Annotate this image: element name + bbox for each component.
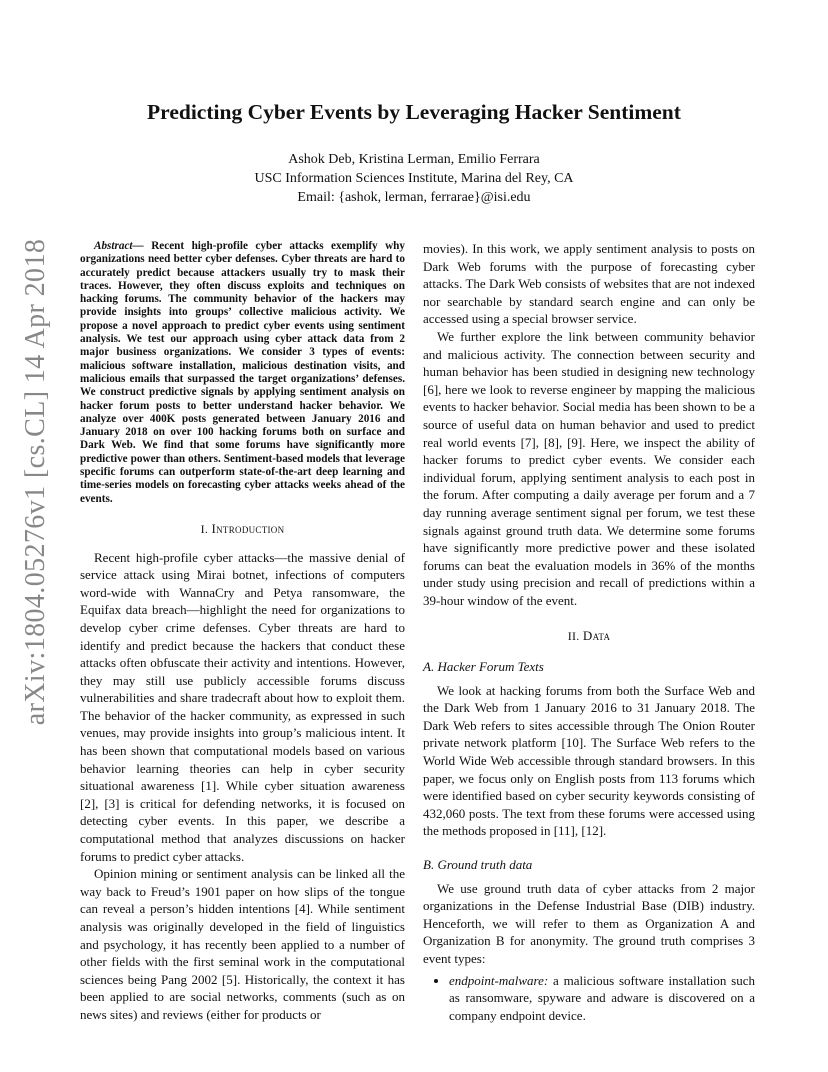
abstract-lead: Abstract— [94,240,144,252]
arxiv-identifier: arXiv:1804.05276v1 [cs.CL] 14 Apr 2018 [20,238,51,726]
section-heading-data [423,627,755,646]
event-type-description: a malicious software installation such as ransomware, spyware and adware is discovered on a company endpoint device. [449,972,755,1023]
abstract-text: Recent high-profile cyber attacks exemplify why organizations need better cyber defenses. Cyber threats are hard to accurately predict because attackers usually try to mask their traces. However, they often discuss exploits and techniques on hacking forums. The community behavior of the hackers may provide insights into groups’ collective malicious activity. We propose a novel approach to predict cyber events using sentiment analysis. We test our approach using cyber attack data from 2 major business organizations. We consider 3 types of events: malicious software installation, malicious destination visits, and malicious emails that surpassed the target organizations’ defenses. We construct predictive signals by applying sentiment analysis on hacker forum posts to better understand hacker behavior. We analyze over 400K posts generated between January 2016 and January 2018 on over 100 hacking forums both on surface and Dark Web. We find that some forums have significantly more predictive power than others. Sentiment-based models that leverage specific forums can outperform state-of-the-art deep learning and time-series models on forecasting cyber attacks weeks ahead of the events. [80,240,405,505]
paragraph: Recent high-profile cyber attacks—the massive denial of service attack using Mirai botnet, infections of computers word-wide with WannaCry and Petya ransomware, the Equifax data breach—highlight the need for organizations to develop cyber crime defenses. Cyber threats are hard to identify and predict because the hackers that conduct these attacks often obfuscate their activity and intentions. However, they may still use publicly accessible forums discuss vulnerabilities and share tradecraft about how to exploit them. The behavior of the hacker community, as expressed in such venues, may provide insights into group’s malicious intent. It has been shown that computational models based on various behavior learning theories can help in cyber security situational awareness [1]. While cyber situation awareness [2], [3] is critical for defending networks, it is focused on detecting cyber events. In this paper, we describe a computational method that analyzes discussions on hacker forums to predict cyber attacks. [80,549,405,864]
abstract [80,240,405,506]
event-type-list [423,972,755,1025]
paragraph: Opinion mining or sentiment analysis can be linked all the way back to Freud’s 1901 paper on how slips of the tongue can reveal a person’s hidden intentions [4]. While sentiment analysis was originally developed in the field of linguistics and psychology, it has recently been applied to a number of other fields with the first seminal work in the computational sciences being Pang 2002 [5]. Historically, the context it has been applied to are social networks, comments (such as on news sites) and reviews (either for products or [80,866,405,1022]
paragraph: We further explore the link between community behavior and malicious activity. The connection between security and human behavior has been studied in designing new technology [6], here we look to reverse engineer by mapping the malicious events to hacker behavior. Social media has been shown to be a source of useful data on human behavior and used to predict real world events [7], [8], [9]. Here, we inspect the ability of hacker forums to predict cyber events. We consider each individual forum, applying sentiment analysis to each post in the forum. After computing a daily average per forum and a 7 day running average sentiment signal per forum, we test these signals against ground truth data. We determine some forums have significantly more predictive power and these isolated forums can beat the evaluation models in 36% of the months under study using precision and recall of predictions within a 39-hour window of the event. [423,328,755,608]
section-number: I. [200,521,212,536]
section-number: II. [567,629,583,644]
paper-title: Predicting Cyber Events by Leveraging Hacker Sentiment [147,100,681,124]
subsection-heading-ground-truth: B. Ground truth data [423,857,533,872]
section-heading-introduction [80,520,405,539]
author-names: Ashok Deb, Kristina Lerman, Emilio Ferrara [288,152,540,167]
subsection-heading-hacker-forum-texts: A. Hacker Forum Texts [423,659,544,675]
author-block [0,150,828,207]
author-email: Email: {ashok, lerman, ferrarae}@isi.edu [297,190,531,205]
paragraph: We look at hacking forums from both the Surface Web and the Dark Web from 1 January 2016 to 31 January 2018. The Dark Web refers to sites accessible through The Onion Router private network platform [10]. The Surface Web refers to the World Wide Web accessible through standard browsers. In this paper, we focus only on English posts from 113 forums which were identified based on cyber security keywords consisting of 432,060 posts. The text from these forums were accessed using the methods proposed in [11], [12]. [423,682,755,839]
paragraph-continued: movies). In this work, we apply sentiment analysis to posts on Dark Web forums with the purpose of forecasting cyber attacks. The Dark Web consists of websites that are not indexed nor searchable by standard search engine and can only be accessed using a special browser service. [423,241,755,327]
left-column [80,240,405,1024]
event-type-name: endpoint-malware: [449,972,549,988]
arxiv-side-label [20,238,51,726]
paragraph: We use ground truth data of cyber attacks from 2 major organizations in the Defense Industrial Base (DIB) industry. Henceforth, we will refer to them as Organization A and Organization B for anonymity. The ground truth comprises 3 event types: [423,880,755,966]
section-title: Introduction [211,520,285,536]
right-column [423,240,755,1024]
author-affiliation: USC Information Sciences Institute, Marina del Rey, CA [254,171,574,186]
section-title: Data [582,628,611,644]
list-item [449,972,755,1025]
